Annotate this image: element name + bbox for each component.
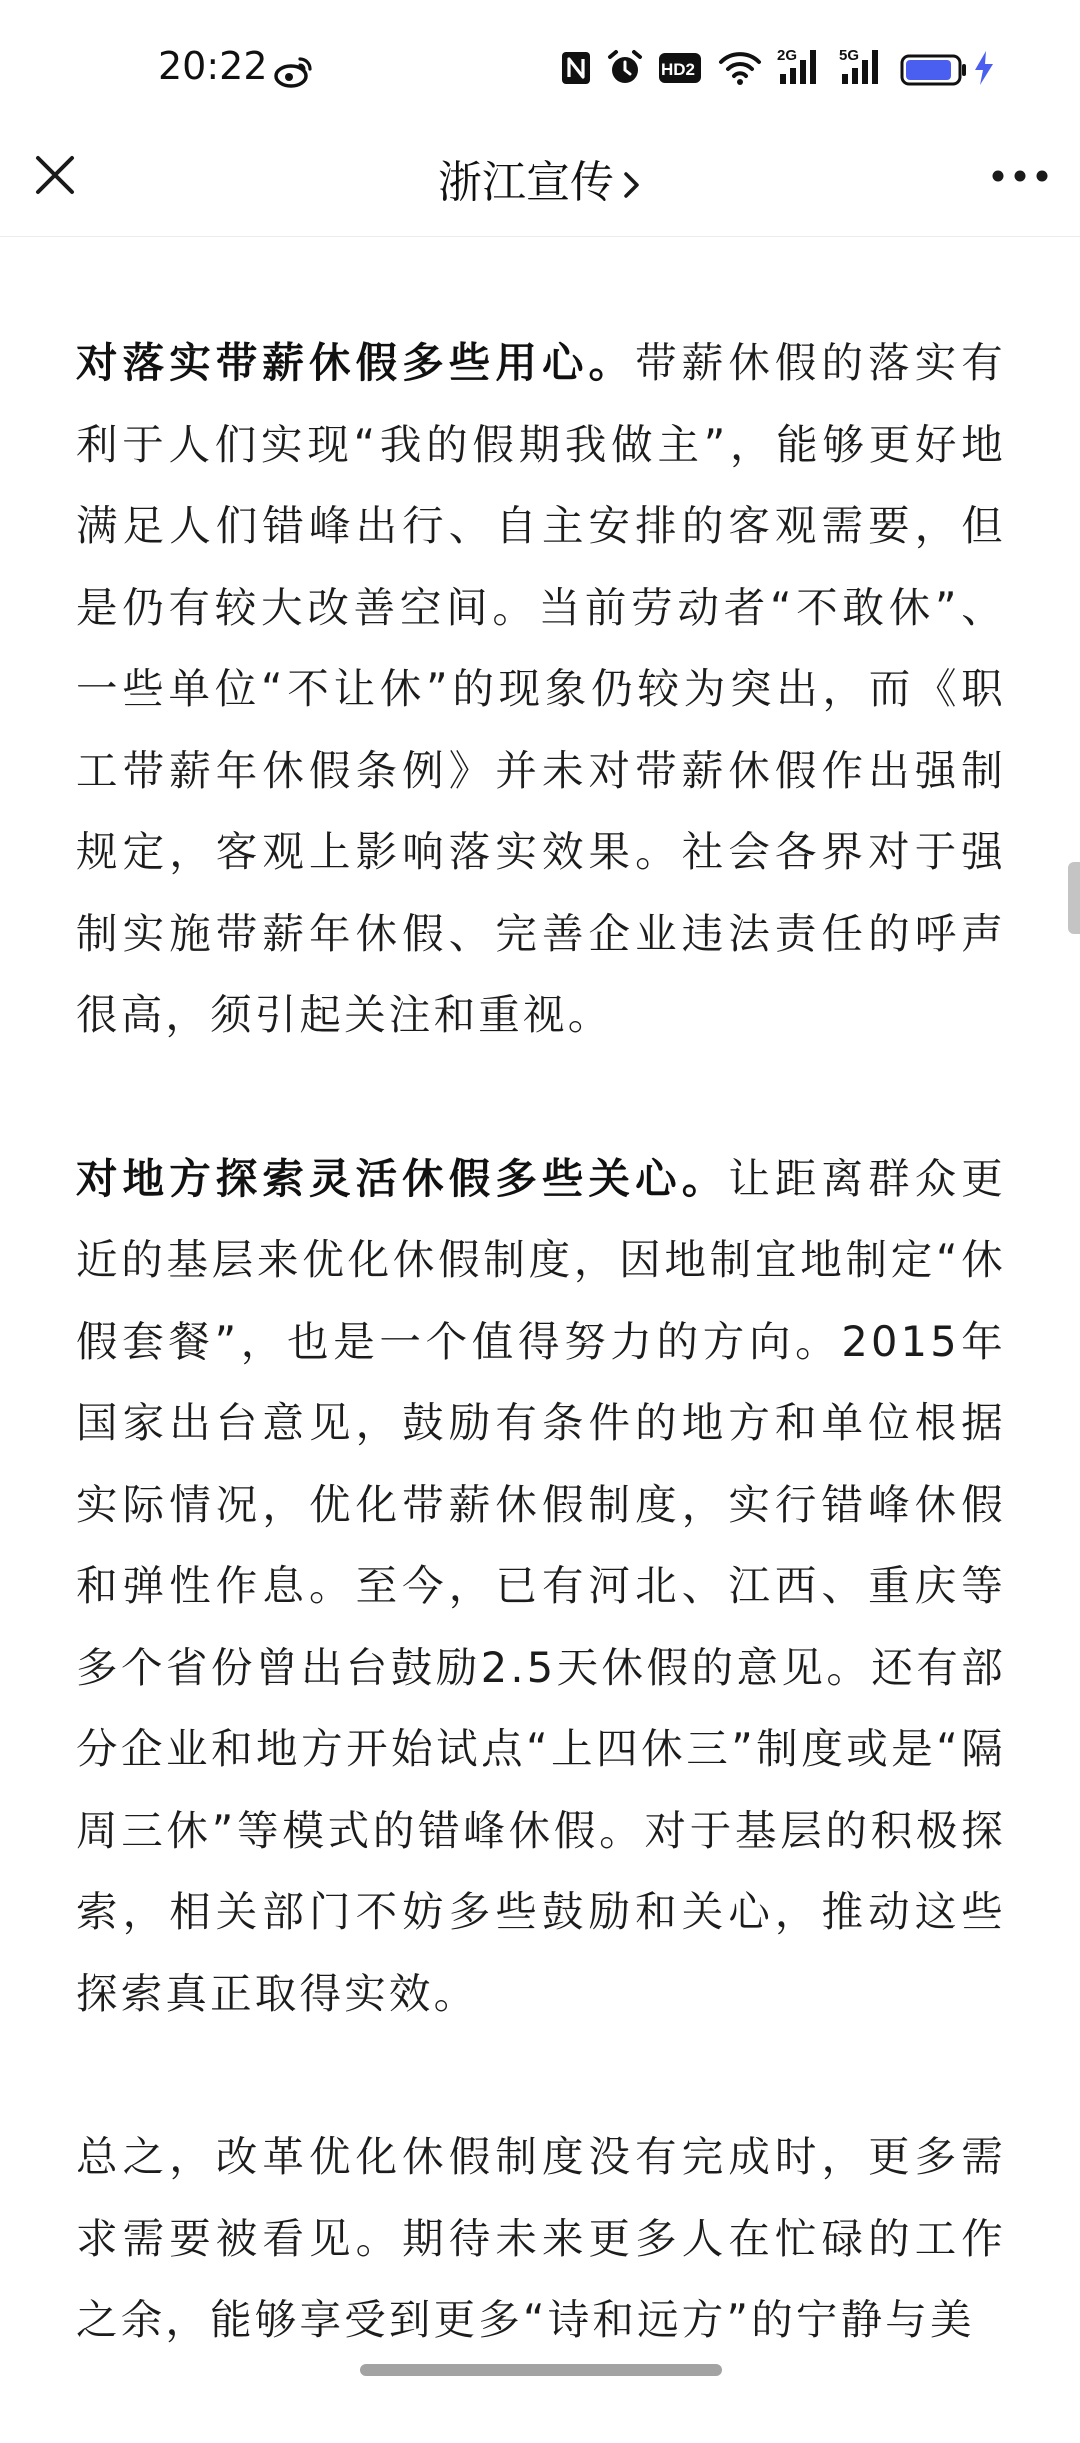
battery-icon <box>900 50 968 90</box>
article-paragraph <box>76 1138 1006 2035</box>
signal-2g-icon <box>776 46 822 86</box>
alarm-icon <box>606 48 644 88</box>
article-paragraph <box>76 322 1006 1056</box>
hd2-icon <box>658 48 702 88</box>
paragraph-text: 总之，改革优化休假制度没有完成时，更多需求需要被看见。期待未来更多人在忙碌的工作之余，能够享受到更多“诗和远方”的宁静与美 <box>76 2132 1006 2344</box>
paragraph-text: 带薪休假的落实有利于人们实现“我的假期我做主”，能够更好地满足人们错峰出行、自主安排的客观需要，但是仍有较大改善空间。当前劳动者“不敢休”、一些单位“不让休”的现象仍较为突出，而《职工带薪年休假条例》并未对带薪休假作出强制规定，客观上影响落实效果。社会各界对于强制实施带薪年休假、完善企业违法责任的呼声很高，须引起关注和重视。 <box>76 338 1006 1039</box>
wifi-icon <box>718 48 762 88</box>
paragraph-text: 让距离群众更近的基层来优化休假制度，因地制宜地制定“休假套餐”，也是一个值得努力的方向。2015年国家出台意见，鼓励有条件的地方和单位根据实际情况，优化带薪休假制度，实行错峰休假和弹性作息。至今，已有河北、江西、重庆等多个省份曾出台鼓励2.5天休假的意见。还有部分企业和地方开始试点“上四休三”制度或是“隔周三休”等模式的错峰休假。对于基层的积极探索，相关部门不妨多些鼓励和关心，推动这些探索真正取得实效。 <box>76 1153 1006 2018</box>
svg-text:2G: 2G <box>777 47 798 64</box>
paragraph-lead: 对地方探索灵活休假多些关心。 <box>76 1153 729 1203</box>
weibo-icon <box>274 52 314 92</box>
svg-text:5G: 5G <box>839 47 860 64</box>
account-title-link[interactable] <box>0 146 1080 210</box>
paragraph-lead: 对落实带薪休假多些用心。 <box>76 338 636 387</box>
home-indicator[interactable] <box>360 2364 722 2376</box>
article-body <box>76 322 1006 2443</box>
signal-5g-icon <box>838 46 884 86</box>
scrollbar-thumb[interactable] <box>1068 862 1080 934</box>
svg-text:HD2: HD2 <box>660 60 696 79</box>
nfc-icon <box>560 48 592 88</box>
chevron-right-icon <box>622 168 642 202</box>
article-paragraph <box>76 2116 1006 2361</box>
status-bar <box>0 0 1080 140</box>
nav-bar <box>0 140 1080 237</box>
charging-icon <box>972 48 996 88</box>
account-name: 浙江宣传 <box>438 157 614 208</box>
status-time: 20:22 <box>158 44 268 88</box>
more-options-button[interactable] <box>990 166 1050 186</box>
